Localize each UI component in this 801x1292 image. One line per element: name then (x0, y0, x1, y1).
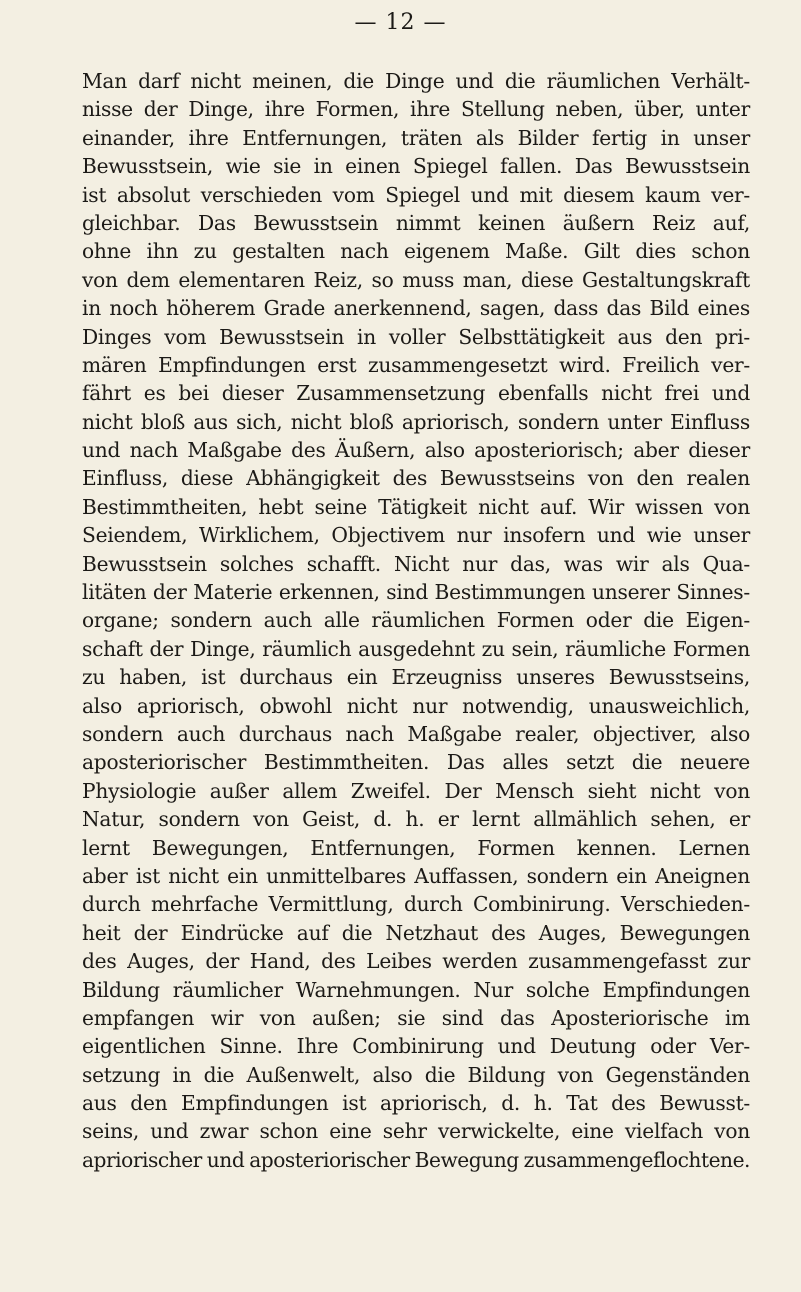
text-line: gleichbar. Das Bewusstsein nimmt keinen äußern Reiz auf, (82, 210, 750, 235)
text-line: ohne ihn zu gestalten nach eigenem Maße. Gilt dies schon (82, 239, 750, 264)
text-line: schaft der Dinge, räumlich ausgedehnt zu sein, räumliche Formen (82, 636, 750, 661)
text-line: Physiologie außer allem Zweifel. Der Mensch sieht nicht von (82, 778, 750, 803)
text-line: Dinges vom Bewusstsein in voller Selbsttätigkeit aus den pri- (82, 324, 750, 349)
text-line: durch mehrfache Vermittlung, durch Combinirung. Verschieden- (82, 892, 750, 917)
text-line: heit der Eindrücke auf die Netzhaut des Auges, Bewegungen (82, 920, 750, 945)
text-line: apriorischer und aposteriorischer Bewegung zusammengeflochtene. (82, 1147, 750, 1172)
text-line: und nach Maßgabe des Äußern, also aposteriorisch; aber dieser (82, 438, 750, 463)
text-line: aposteriorischer Bestimmtheiten. Das alles setzt die neuere (82, 750, 750, 775)
text-line: des Auges, der Hand, des Leibes werden zusammengefasst zur (82, 949, 750, 974)
text-line: in noch höherem Grade anerkennend, sagen, dass das Bild eines (82, 296, 750, 321)
text-line: mären Empfindungen erst zusammengesetzt wird. Freilich ver- (82, 352, 750, 377)
text-line: Bildung räumlicher Warnehmungen. Nur solche Empfindungen (82, 977, 750, 1002)
text-line: zu haben, ist durchaus ein Erzeugniss unseres Bewusstseins, (82, 665, 750, 690)
text-line: ist absolut verschieden vom Spiegel und mit diesem kaum ver- (82, 182, 750, 207)
text-line: aber ist nicht ein unmittelbares Auffassen, sondern ein Aneignen (82, 863, 750, 888)
text-line: empfangen wir von außen; sie sind das Aposteriorische im (82, 1005, 750, 1030)
text-line: Seiendem, Wirklichem, Objectivem nur insofern und wie unser (82, 523, 750, 548)
text-line: Natur, sondern von Geist, d. h. er lernt allmählich sehen, er (82, 807, 750, 832)
page-number: — 12 — (354, 10, 447, 35)
text-line: eigentlichen Sinne. Ihre Combinirung und Deutung oder Ver- (82, 1034, 750, 1059)
text-line: Bewusstsein solches schafft. Nicht nur das, was wir als Qua- (82, 551, 750, 576)
text-line: Man darf nicht meinen, die Dinge und die räumlichen Verhält- (82, 69, 750, 93)
text-line: also apriorisch, obwohl nicht nur notwendig, unausweichlich, (82, 693, 750, 718)
text-line: aus den Empfindungen ist apriorisch, d. h. Tat des Bewusst- (82, 1091, 750, 1116)
text-line: einander, ihre Entfernungen, träten als Bilder fertig in unser (82, 125, 750, 150)
text-line: von dem elementaren Reiz, so muss man, diese Gestaltungskraft (82, 267, 750, 292)
text-line: fährt es bei dieser Zusammensetzung ebenfalls nicht frei und (82, 381, 750, 406)
text-line: lernt Bewegungen, Entfernungen, Formen kennen. Lernen (82, 835, 750, 860)
text-line: Einfluss, diese Abhängigkeit des Bewusstseins von den realen (82, 466, 750, 491)
text-line: Bewusstsein, wie sie in einen Spiegel fallen. Das Bewusstsein (82, 154, 750, 179)
text-line: Bestimmtheiten, hebt seine Tätigkeit nicht auf. Wir wissen von (82, 494, 750, 519)
text-line: organe; sondern auch alle räumlichen Formen oder die Eigen- (82, 608, 750, 633)
text-line: nicht bloß aus sich, nicht bloß apriorisch, sondern unter Einfluss (82, 409, 750, 434)
text-line: setzung in die Außenwelt, also die Bildung von Gegenständen (82, 1062, 750, 1087)
text-line: seins, und zwar schon eine sehr verwickelte, eine vielfach von (82, 1119, 750, 1144)
body-text (82, 67, 750, 1174)
text-line: nisse der Dinge, ihre Formen, ihre Stellung neben, über, unter (82, 97, 750, 122)
text-line: litäten der Materie erkennen, sind Bestimmungen unserer Sinnes- (82, 580, 750, 605)
text-line: sondern auch durchaus nach Maßgabe realer, objectiver, also (82, 721, 750, 746)
